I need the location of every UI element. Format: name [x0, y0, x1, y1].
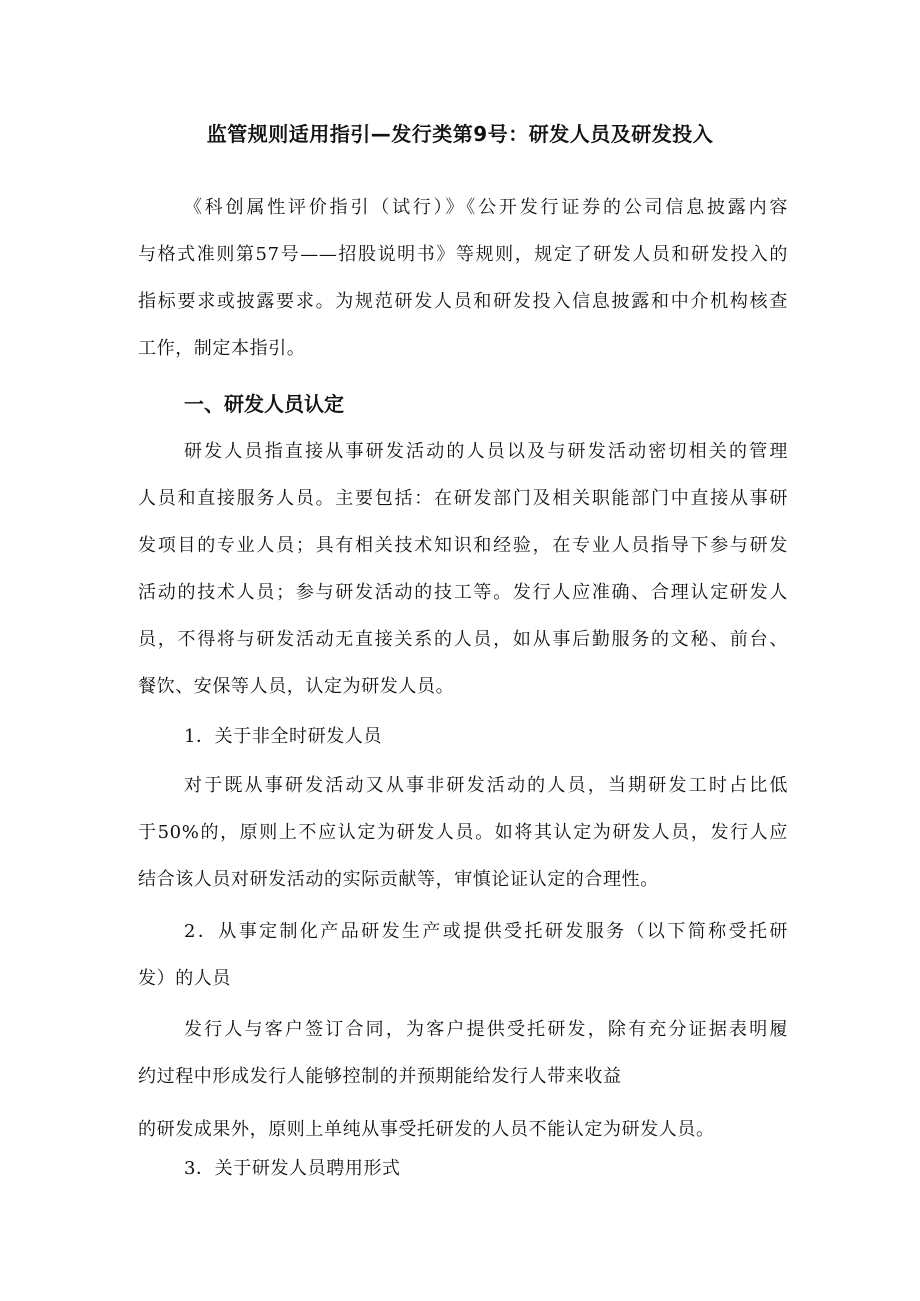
item2-label-line: 发）的人员 — [138, 968, 231, 989]
intro-line: 《科创属性评价指引（试行）》《公开发行证券的公司信息披露内容 — [184, 197, 788, 218]
section1-line: 活动的技术人员；参与研发活动的技工等。发行人应准确、合理认定研发人 — [138, 582, 788, 603]
item3-label: 3．关于研发人员聘用形式 — [184, 1158, 401, 1179]
item2-line: 约过程中形成发行人能够控制的并预期能给发行人带来收益 — [138, 1066, 622, 1087]
item2-label-line: 2．从事定制化产品研发生产或提供受托研发服务（以下简称受托研 — [184, 921, 788, 942]
item2-paragraph — [138, 1006, 788, 1153]
section1-line: 餐饮、安保等人员，认定为研发人员。 — [138, 676, 455, 697]
intro-paragraph — [138, 184, 788, 372]
section1-line: 研发人员指直接从事研发活动的人员以及与研发活动密切相关的管理 — [184, 441, 788, 462]
section-heading: 一、研发人员认定 — [184, 392, 344, 416]
item2-label — [138, 908, 788, 1002]
section1-paragraph — [138, 428, 788, 710]
section1-line: 发项目的专业人员；具有相关技术知识和经验，在专业人员指导下参与研发 — [138, 535, 788, 556]
item1-line: 于50%的，原则上不应认定为研发人员。如将其认定为研发人员，发行人应 — [138, 822, 788, 843]
item1-line: 结合该人员对研发活动的实际贡献等，审慎论证认定的合理性。 — [138, 869, 659, 890]
item1-line: 对于既从事研发活动又从事非研发活动的人员，当期研发工时占比低 — [184, 775, 788, 796]
item1-paragraph — [138, 762, 788, 903]
item2-line: 的研发成果外，原则上单纯从事受托研发的人员不能认定为研发人员。 — [138, 1119, 715, 1140]
intro-line: 工作，制定本指引。 — [138, 338, 306, 359]
item1-label: 1．关于非全时研发人员 — [184, 726, 383, 747]
item2-line: 发行人与客户签订合同，为客户提供受托研发，除有充分证据表明履 — [184, 1019, 788, 1040]
document-title: 监管规则适用指引—发行类第9号：研发人员及研发投入 — [206, 122, 714, 146]
intro-line: 指标要求或披露要求。为规范研发人员和研发投入信息披露和中介机构核查 — [138, 291, 788, 312]
section1-line: 员，不得将与研发活动无直接关系的人员，如从事后勤服务的文秘、前台、 — [138, 629, 788, 650]
intro-line: 与格式准则第57号——招股说明书》等规则，规定了研发人员和研发投入的 — [138, 244, 788, 265]
section1-line: 人员和直接服务人员。主要包括：在研发部门及相关职能部门中直接从事研 — [138, 488, 788, 509]
